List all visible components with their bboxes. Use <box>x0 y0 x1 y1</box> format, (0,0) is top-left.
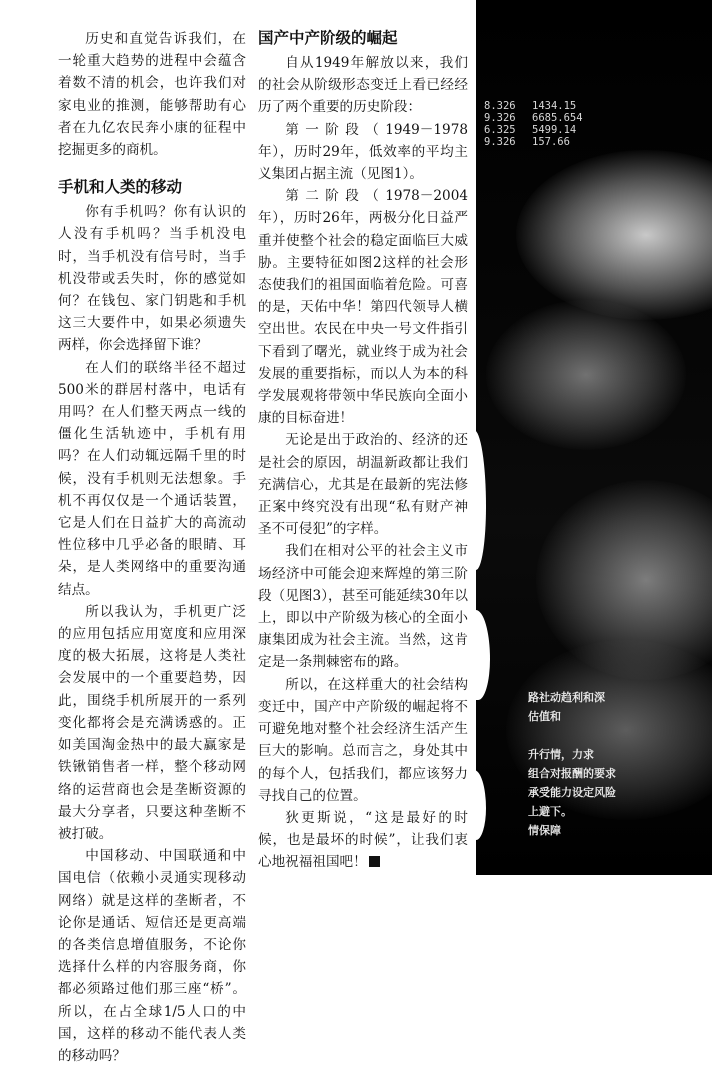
ticker-row <box>484 112 583 124</box>
text-fragment: 路社动趋利和深 <box>528 691 605 704</box>
stock-ticker <box>484 100 583 148</box>
photo-torn-edge <box>476 430 486 570</box>
body-paragraph: 中国移动、中国联通和中国电信（依赖小灵通实现移动网络）就是这样的垄断者，不论你是通话、短信还是更高端的各类信息增值服务，不论你选择什么样的内容服务商，你都必须路过他们那三座“桥”。所以，在占全球1/5人口的中国，这样的移动不能代表人类的移动吗？ <box>58 848 246 1064</box>
ticker-value: 1434.15 <box>532 100 577 112</box>
ticker-value: 9.326 <box>484 136 516 148</box>
ticker-row <box>484 136 583 148</box>
photo-cloud-highlight <box>486 300 686 450</box>
text-fragment: 上避下。 <box>528 805 572 818</box>
body-paragraph: 第二阶段（1978－2004年），历时26年，两极分化日益严重并使整个社会的稳定面临巨大威胁。主要特征如图2这样的社会形态使我们的祖国面临着危险。可喜的是，天佑中华！第四代领导人横空出世。农民在中央一号文件指引下看到了曙光，就业终于成为社会发展的重要指标，而以人为本的科学发展观将带领中华民族向全面小康的目标奋进！ <box>258 188 468 427</box>
text-fragment: 估值和 <box>528 710 561 723</box>
ticker-value: 9.326 <box>484 112 516 124</box>
text-fragment <box>528 726 616 745</box>
ticker-row <box>484 100 583 112</box>
body-paragraph: 你有手机吗？你有认识的人没有手机吗？当手机没电时，当手机没有信号时，当手机没带或丢失时，你的感觉如何？在钱包、家门钥匙和手机这三大要件中，如果必须遗失两样，你会选择留下谁？ <box>58 204 246 354</box>
text-fragment: 情保障 <box>528 824 561 837</box>
left-column <box>58 28 246 1067</box>
end-of-article-icon <box>369 856 380 867</box>
closing-paragraph <box>258 807 468 874</box>
photo-torn-edge <box>476 610 490 700</box>
ticker-row <box>484 124 583 136</box>
background-photo <box>476 0 712 875</box>
intro-paragraph: 历史和直觉告诉我们，在一轮重大趋势的进程中会蕴含着数不清的机会，也许我们对家电业的推测，能够帮助有心者在九亿农民奔小康的征程中挖掘更多的商机。 <box>58 31 246 159</box>
ticker-value: 157.66 <box>532 136 570 148</box>
photo-torn-edge <box>476 770 486 840</box>
closing-text: 狄更斯说，“这是最好的时候，也是最坏的时候”，让我们衷心地祝福祖国吧！ <box>258 809 468 871</box>
section-heading-mobile: 手机和人类的移动 <box>58 178 183 197</box>
photo-cloud-highlight <box>516 150 712 320</box>
body-paragraph: 无论是出于政治的、经济的还是社会的原因，胡温新政都让我们充满信心，尤其是在最新的宪法修正案中终究没有出现“私有财产神圣不可侵犯”的字样。 <box>258 432 468 538</box>
section-heading-middle-class: 国产中产阶级的崛起 <box>258 29 398 47</box>
body-paragraph: 在人们的联络半径不超过500米的群居村落中，电话有用吗？在人们整天两点一线的僵化生活轨迹中，手机有用吗？在人们动辄远隔千里的时候，没有手机则无法想象。手机不再仅仅是一个通话装置，它是人们在日益扩大的高流动性位移中几乎必备的眼睛、耳朵，是人类网络中的重要沟通结点。 <box>58 359 246 598</box>
middle-column <box>258 28 468 874</box>
text-fragment: 组合对报酬的要求 <box>528 767 616 780</box>
body-paragraph: 所以，在这样重大的社会结构变迁中，国产中产阶级的崛起将不可避免地对整个社会经济生活产生巨大的影响。总而言之，身处其中的每个人，包括我们，都应该努力寻找自己的位置。 <box>258 676 468 804</box>
ticker-value: 6685.654 <box>532 112 583 124</box>
body-paragraph: 第一阶段（1949－1978年），历时29年，低效率的平均主义集团占据主流（见图1）。 <box>258 121 468 183</box>
ticker-value: 6.325 <box>484 124 516 136</box>
ticker-value: 8.326 <box>484 100 516 112</box>
body-paragraph: 自从1949年解放以来，我们的社会从阶级形态变迁上看已经经历了两个重要的历史阶段： <box>258 55 468 116</box>
body-paragraph: 我们在相对公平的社会主义市场经济中可能会迎来辉煌的第三阶段（见图3），甚至可能延续30年以上，即以中产阶级为核心的全面小康集团成为社会主流。当然，这肯定是一条荆棘密布的路。 <box>258 543 468 671</box>
text-fragment: 承受能力设定风险 <box>528 786 616 799</box>
text-fragment: 升行情，力求 <box>528 748 594 761</box>
ticker-value: 5499.14 <box>532 124 577 136</box>
photo-text-fragments <box>528 688 616 840</box>
body-paragraph: 所以我认为，手机更广泛的应用包括应用宽度和应用深度的极大拓展，这将是人类社会发展中的一个重要趋势，因此，围绕手机所展开的一系列变化都将会是充满诱惑的。正如美国淘金热中的最大赢家是铁锹销售者一样，整个移动网络的运营商也会是垄断资源的最大分享者，只要这种垄断不被打破。 <box>58 603 246 842</box>
